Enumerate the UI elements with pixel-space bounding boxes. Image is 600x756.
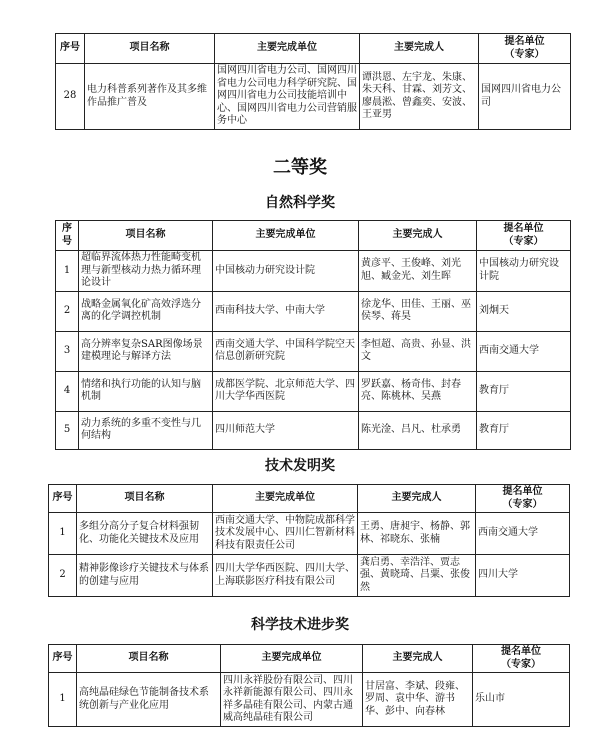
row-nominator: 教育厅: [477, 371, 571, 411]
tech-invention-table: [48, 484, 570, 597]
row-project: 超临界流体热力性能畸变机理与新型核动力热力循环理论设计: [79, 251, 213, 292]
table-row: [49, 673, 570, 727]
table-row: [56, 411, 571, 449]
header-no: 序号: [49, 645, 77, 673]
row-nominator: 西南交通大学: [476, 513, 570, 555]
table-header-row: [56, 221, 571, 251]
row-units: 四川师范大学: [213, 411, 359, 449]
natural-science-heading: 自然科学奖: [265, 195, 335, 211]
table-row: [56, 331, 571, 371]
row-project: 多组分高分子复合材料强韧化、功能化关键技术及应用: [77, 513, 213, 555]
row-nominator: 四川大学: [476, 555, 570, 597]
row-no: 1: [49, 513, 77, 555]
row-no: 2: [49, 555, 77, 597]
row-no: 4: [56, 371, 79, 411]
row-no: 28: [56, 64, 85, 130]
row-project: 情绪和执行功能的认知与脑机制: [79, 371, 213, 411]
row-people: 王勇、唐昶宇、杨静、郭林、祁晓东、张楠: [358, 513, 476, 555]
header-no: 序号: [56, 34, 85, 64]
table-row: [56, 251, 571, 292]
header-nominator: 提名单位 （专家）: [473, 645, 570, 673]
header-project: 项目名称: [79, 221, 213, 251]
row-project: 动力系统的多重不变性与几何结构: [79, 411, 213, 449]
row-people: 陈光淦、吕凡、杜承勇: [359, 411, 477, 449]
header-units: 主要完成单位: [213, 485, 358, 513]
header-no: 序号: [56, 221, 79, 251]
tech-invention-heading: 技术发明奖: [265, 458, 335, 474]
table-header-row: [49, 645, 570, 673]
header-units: 主要完成单位: [221, 645, 363, 673]
row-project: 战略金属氧化矿高效浮选分离的化学调控机制: [79, 291, 213, 331]
row-units: 西南科技大学、中南大学: [213, 291, 359, 331]
row-people: 谭洪恩、左宇龙、朱康、朱天科、甘霖、刘芳文、廖晨淞、曾鑫奕、安波、王亚男: [360, 64, 479, 130]
header-project: 项目名称: [77, 485, 213, 513]
row-project: 电力科普系列著作及其多维作品推广普及: [85, 64, 215, 130]
row-no: 3: [56, 331, 79, 371]
row-units: 国网四川省电力公司、国网四川省电力公司电力科学研究院、国网四川省电力公司技能培训中心、国网四川省电力公司营销服务中心: [215, 64, 360, 130]
row-people: 甘居富、李斌、段雍、罗周、袁中华、游书华、彭中、向春林: [363, 673, 473, 727]
header-people: 主要完成人: [360, 34, 479, 64]
row-people: 罗跃嘉、杨奇伟、封春亮、陈桃林、吴燕: [359, 371, 477, 411]
row-no: 5: [56, 411, 79, 449]
header-nominator: 提名单位 （专家）: [477, 221, 571, 251]
header-project: 项目名称: [85, 34, 215, 64]
row-nominator: 乐山市: [473, 673, 570, 727]
row-project: 精神影像诊疗关键技术与体系的创建与应用: [77, 555, 213, 597]
row-nominator: 西南交通大学: [477, 331, 571, 371]
natural-science-table: [55, 220, 571, 450]
row-no: 1: [56, 251, 79, 292]
row-units: 成都医学院、北京师范大学、四川大学华西医院: [213, 371, 359, 411]
table-row: [56, 291, 571, 331]
row-project: 高分辨率复杂SAR图像场景建模理论与解译方法: [79, 331, 213, 371]
row-nominator: 刘炯天: [477, 291, 571, 331]
table-row: [49, 555, 570, 597]
sci-progress-heading: 科学技术进步奖: [251, 617, 349, 633]
row-units: 中国核动力研究设计院: [213, 251, 359, 292]
table-row: [56, 371, 571, 411]
sci-progress-table: [48, 644, 570, 727]
row-units: 西南交通大学、中国科学院空天信息创新研究院: [213, 331, 359, 371]
top-award-table: [55, 33, 571, 130]
table-header-row: [49, 485, 570, 513]
table-row: [49, 513, 570, 555]
header-people: 主要完成人: [363, 645, 473, 673]
row-nominator: 教育厅: [477, 411, 571, 449]
row-nominator: 国网四川省电力公司: [479, 64, 571, 130]
header-nominator: 提名单位 （专家）: [476, 485, 570, 513]
header-units: 主要完成单位: [215, 34, 360, 64]
header-project: 项目名称: [77, 645, 221, 673]
table-header-row: [56, 34, 571, 64]
row-project: 高纯晶硅绿色节能制备技术系统创新与产业化应用: [77, 673, 221, 727]
header-people: 主要完成人: [358, 485, 476, 513]
row-units: 西南交通大学、中物院成都科学技术发展中心、四川仁智新材料科技有限责任公司: [213, 513, 358, 555]
header-units: 主要完成单位: [213, 221, 359, 251]
second-prize-heading: 二等奖: [273, 157, 327, 178]
row-no: 1: [49, 673, 77, 727]
row-units: 四川大学华西医院、四川大学、上海联影医疗科技有限公司: [213, 555, 358, 597]
header-nominator: 提名单位 （专家）: [479, 34, 571, 64]
row-people: 黄彦平、王俊峰、刘光旭、臧金光、刘生晖: [359, 251, 477, 292]
row-people: 龚启勇、幸浩洋、贾志强、黄晓琦、吕粟、张俊然: [358, 555, 476, 597]
row-units: 四川永祥股份有限公司、四川永祥新能源有限公司、四川永祥多晶硅有限公司、内蒙古通威高纯晶硅有限公司: [221, 673, 363, 727]
header-no: 序号: [49, 485, 77, 513]
header-people: 主要完成人: [359, 221, 477, 251]
row-people: 徐龙华、田佳、王丽、巫侯琴、蒋昊: [359, 291, 477, 331]
row-people: 李恒超、高贵、孙显、洪文: [359, 331, 477, 371]
row-no: 2: [56, 291, 79, 331]
row-nominator: 中国核动力研究设计院: [477, 251, 571, 292]
table-row: [56, 64, 571, 130]
